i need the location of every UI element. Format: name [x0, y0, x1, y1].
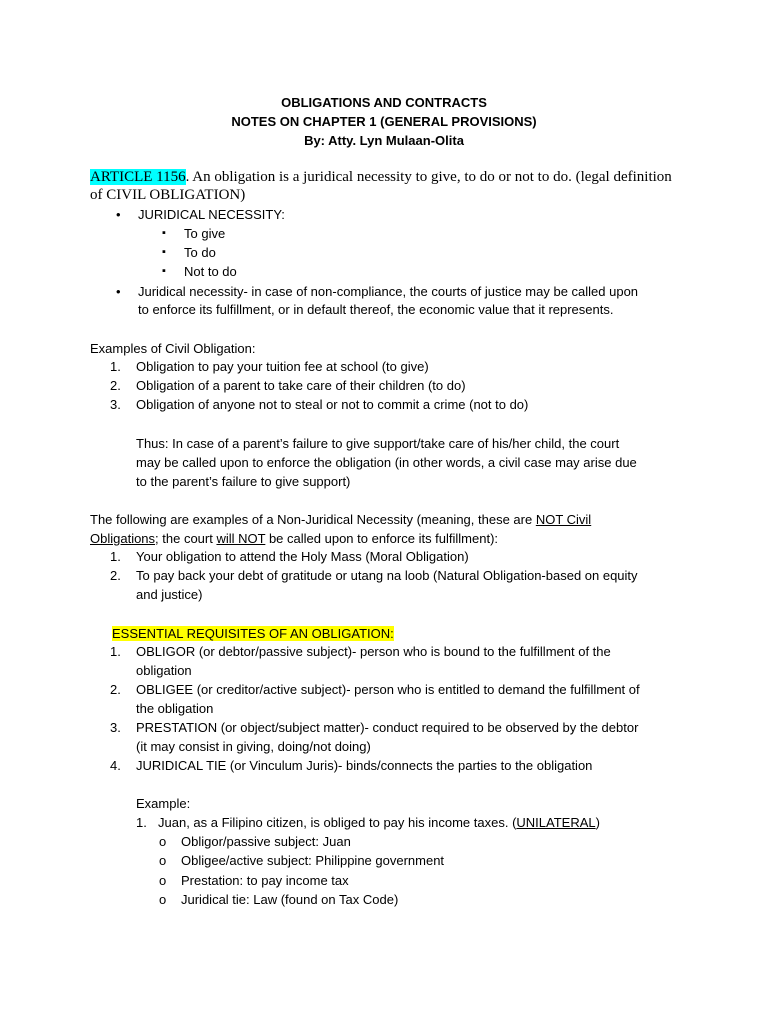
- thus-paragraph-line2: may be called upon to enforce the obligation (in other words, a civil case may arise due: [136, 455, 637, 470]
- juridical-note-line2: to enforce its fulfillment, or in default thereof, the economic value that it represents.: [138, 302, 614, 317]
- juridical-heading: • JURIDICAL NECESSITY:: [138, 205, 285, 224]
- list-item: 3. Obligation of anyone not to steal or not to commit a crime (not to do): [110, 397, 529, 412]
- requisites-heading: ESSENTIAL REQUISITES OF AN OBLIGATION:: [112, 626, 394, 641]
- list-item: 3. PRESTATION (or object/subject matter)- conduct required to be observed by the debtor: [110, 720, 639, 735]
- list-item: o Prestation: to pay income tax: [181, 871, 349, 890]
- list-item: ▪ To do: [184, 243, 216, 262]
- example-heading: Example:: [136, 796, 191, 811]
- list-item: 2. OBLIGEE (or creditor/active subject)- person who is entitled to demand the fulfillment of: [110, 682, 640, 697]
- list-item: 1. Obligation to pay your tuition fee at school (to give): [110, 359, 429, 374]
- civil-examples-heading: Examples of Civil Obligation:: [90, 341, 256, 356]
- non-juridical-intro-line2: Obligations; the court will NOT be called upon to enforce its fulfillment):: [90, 531, 499, 546]
- document-author: By: Atty. Lyn Mulaan-Olita: [304, 133, 464, 148]
- list-item-continuation: (it may consist in giving, doing/not doing): [136, 739, 371, 754]
- list-item: ▪ Not to do: [184, 262, 237, 281]
- list-item: ▪ To give: [184, 224, 225, 243]
- document-subtitle: NOTES ON CHAPTER 1 (GENERAL PROVISIONS): [231, 114, 537, 129]
- article-text-line2: of CIVIL OBLIGATION): [90, 187, 246, 203]
- article-paragraph: [90, 168, 672, 187]
- list-item-continuation: and justice): [136, 587, 203, 602]
- list-item: 2. Obligation of a parent to take care of their children (to do): [110, 378, 466, 393]
- list-item: o Juridical tie: Law (found on Tax Code): [181, 890, 398, 909]
- list-item: 1. Your obligation to attend the Holy Mass (Moral Obligation): [110, 549, 469, 564]
- list-item: 1. OBLIGOR (or debtor/passive subject)- person who is bound to the fulfillment of the: [110, 644, 611, 659]
- non-juridical-intro: The following are examples of a Non-Juridical Necessity (meaning, these are NOT Civil: [90, 512, 592, 527]
- article-label: ARTICLE 1156: [90, 169, 186, 185]
- thus-paragraph: Thus: In case of a parent’s failure to give support/take care of his/her child, the court: [136, 436, 620, 451]
- document-title: OBLIGATIONS AND CONTRACTS: [281, 95, 487, 110]
- article-text: . An obligation is a juridical necessity to give, to do or not to do. (legal definition: [185, 169, 672, 185]
- list-item: 2. To pay back your debt of gratitude or utang na loob (Natural Obligation-based on equity: [110, 568, 638, 583]
- list-item-continuation: the obligation: [136, 701, 214, 716]
- thus-paragraph-line3: to the parent’s failure to give support): [136, 474, 351, 489]
- juridical-note: • Juridical necessity- in case of non-compliance, the courts of justice may be called upon: [138, 282, 638, 301]
- list-item: o Obligor/passive subject: Juan: [181, 832, 351, 851]
- list-item: 1. Juan, as a Filipino citizen, is obliged to pay his income taxes. (UNILATERAL): [136, 815, 600, 830]
- list-item: 4. JURIDICAL TIE (or Vinculum Juris)- binds/connects the parties to the obligation: [110, 758, 593, 773]
- list-item-continuation: obligation: [136, 663, 192, 678]
- list-item: o Obligee/active subject: Philippine government: [181, 851, 444, 870]
